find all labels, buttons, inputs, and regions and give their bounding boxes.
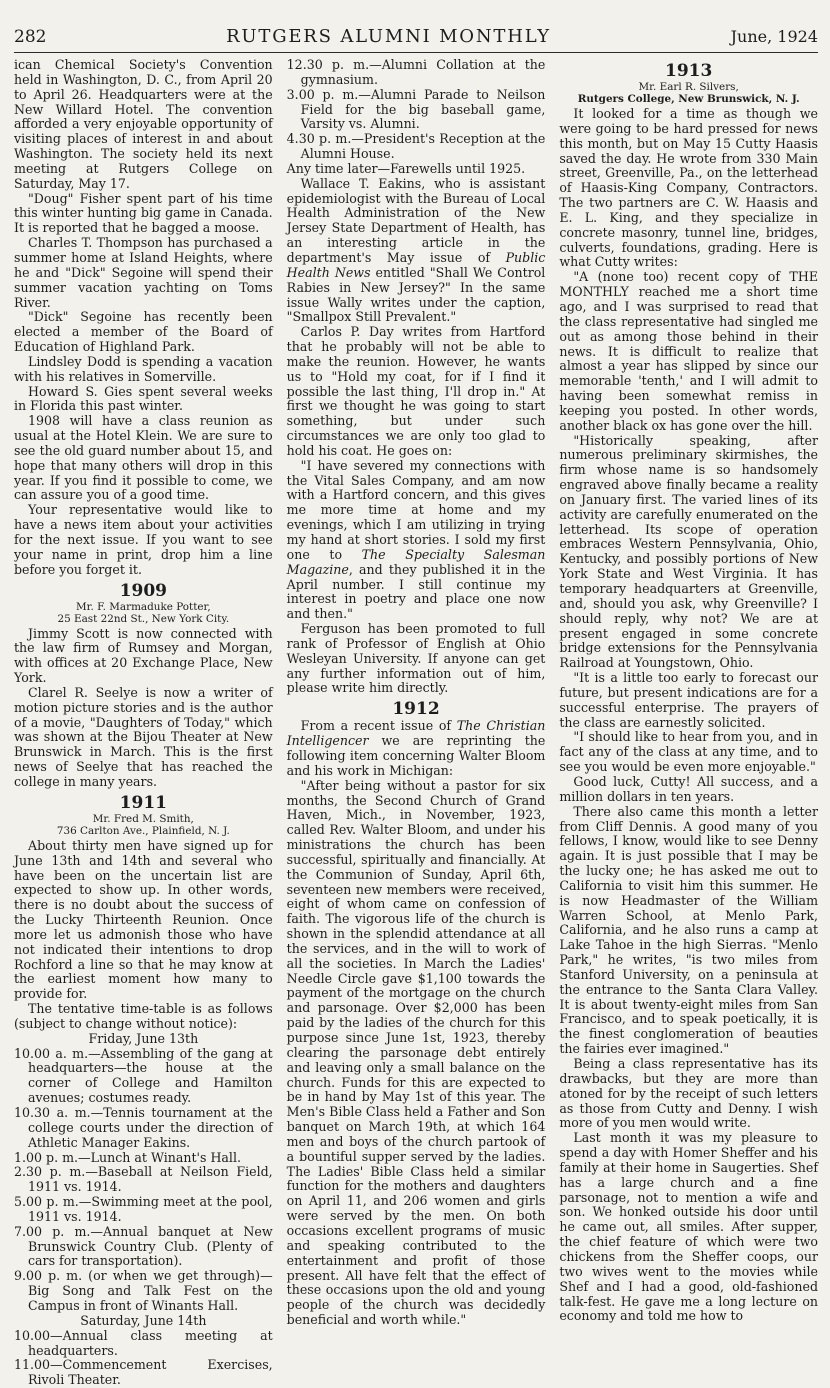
class-heading-1913: 1913: [665, 61, 713, 81]
paragraph: 1908 will have a class reunion as usual at the Hotel Klein. We are sure to see the old guard number about 15, and hope that many others will drop in this year. If you find it possible to come, we can assure you of a good time.: [14, 413, 273, 503]
paragraph: "It is a little too early to forecast our future, but present indications are for a successful enterprise. The prayers of the class are earnestly solicited.: [559, 670, 819, 730]
issue-date: June, 1924: [730, 27, 818, 46]
paragraph: "After being without a pastor for six months, the Second Church of Grand Haven, Mich., in November, 1923, called Rev. Walter Bloom, and under his ministrations the church has been successful, spiritually and financially. At the Communion of Sunday, April 6th, seventeen new members were received, eight of whom came on confession of faith. The vigorous life of the church is shown in the splendid attendance at all the services, and in the will to work of all the societies. In March the Ladies' Needle Circle gave $1,100 towards the payment of the mortgage on the church and parsonage. Over $2,000 has been paid by the ladies of the church for this purpose since June 1st, 1923, thereby clearing the parsonage debt entirely and leaving only a small balance on the church. Funds for this are expected to be in hand by May 1st of this year. The Men's Bible Class held a Father and Son banquet on March 19th, at which 164 men and boys of the church partook of a bountiful supper served by the ladies. The Ladies' Bible Class held a similar function for the mothers and daughters on April 11, and 206 women and girls were served by the men. On both occasions excellent programs of music and speaking contributed to the entertainment and profit of those present. All have felt that the effect of these occasions upon the old and young people of the church was decidedly beneficial and worth while.": [286, 777, 546, 1328]
paragraph: There also came this month a letter from Cliff Dennis. A good many of you fellows, I know, would like to see Denny again. It is just possible that I may be the lucky one; he has asked me out to California to visit him this summer. He is now Headmaster of the William Warren School, at Menlo Park, California, and he also runs a camp at Lake Tahoe in the high Sierras. "Menlo Park," he writes, "is two miles from Stanford University, on a peninsula at the entrance to the Santa Clara Valley. It is about twenty-eight miles from San Francisco, and to speak poetically, it is the finest conglomeration of beauties the fairies ever imagined.": [559, 803, 819, 1057]
paragraph: From a recent issue of The Christian Intelligencer we are reprinting the following item concerning Walter Bloom and his work in Michigan:: [286, 718, 546, 778]
paragraph: Carlos P. Day writes from Hartford that he probably will not be able to make the reunion. However, he wants us to "Hold my coat, for if I find it possible the last thing, I'll drop in." At first we thought he was going to start something, but under such circumstances we are only too glad to hold his coat. He goes on:: [286, 324, 546, 458]
schedule-item: 4.30 p. m.—President's Reception at the Alumni House.: [286, 131, 546, 162]
paragraph: It looked for a time as though we were going to be hard pressed for news this month, but on May 15 Cutty Haasis saved the day. He wrote from 330 Main street, Greenville, Pa., on the letterhead of Haasis-King Company, Contractors. The two partners are C. W. Haasis and E. L. King, and they specialize in concrete masonry, tunnel line, bridges, culverts, foundations, grading. Here is what Cutty writes:: [559, 106, 819, 270]
class-heading-1912: 1912: [392, 699, 440, 720]
publication-title: The Christian Intelligencer: [286, 718, 546, 749]
schedule-item: Any time later—Farewells until 1925.: [286, 160, 526, 176]
page-number: 282: [14, 27, 47, 47]
paragraph: Jimmy Scott is now connected with the law firm of Rumsey and Morgan, with offices at 20 Exchange Place, New York.: [14, 625, 273, 686]
paragraph: About thirty men have signed up for June 13th and 14th and several who have been on the uncertain list are expected to show up. In other words, there is no doubt about the success of the Lucky Thirteenth Reunion. Once more let us admonish those who have not indicated their intentions to drop Rochford a line so that he may know at the earliest moment how many to provide for.: [14, 837, 273, 1002]
representative-address: Rutgers College, New Brunswick, N. J.: [577, 93, 800, 105]
representative-address: 736 Carlton Ave., Plainfield, N. J.: [56, 824, 230, 837]
paragraph: Wallace T. Eakins, who is assistant epidemiologist with the Bureau of Local Health Administration of the New Jersey State Department of Health, has an interesting article in the department's May issue of Public Health News entitled "Shall We Control Rabies in New Jersey?" In the same issue Wally writes under the caption, "Smallpox Still Prevalent.": [286, 175, 546, 325]
class-heading-1909: 1909: [119, 580, 167, 601]
schedule-day-heading: Saturday, June 14th: [80, 1312, 207, 1328]
paragraph: "Dick" Segoine has recently been elected a member of the Board of Education of Highland Park.: [14, 309, 273, 355]
class-heading-1911: 1911: [119, 792, 167, 813]
paragraph: Charles T. Thompson has purchased a summer home at Island Heights, where he and "Dick" Segoine will spend their summer vacation yachting on Toms River.: [14, 235, 273, 310]
paragraph: Lindsley Dodd is spending a vacation with his relatives in Somerville.: [14, 353, 273, 384]
paragraph: "Historically speaking, after numerous preliminary skirmishes, the firm whose name is so handsomely engraved above finally became a reality on January first. The varied lines of its activity are carefully enumerated on the letterhead. Its scope of operation embraces Western Pennsylvania, Ohio, Kentucky, and possibly portions of New York State and West Virginia. It has temporary headquarters at Greenville, and, should you ask, why Greenville? I should reply, why not? We are at present engaged in some concrete bridge extensions for the Pennsylvania Railroad at Youngstown, Ohio.: [559, 432, 819, 671]
paragraph: Clarel R. Seelye is now a writer of motion picture stories and is the author of a movie, "Daughters of Today," which was shown at the Bijou Theater at New Brunswick in March. This is the first news of Seelye that has reached the college in many years.: [14, 684, 273, 789]
schedule-day-heading: Friday, June 13th: [88, 1030, 199, 1046]
journal-title: RUTGERS ALUMNI MONTHLY: [226, 26, 551, 47]
column-middle: [286, 57, 546, 1328]
schedule-item: 9.00 p. m. (or when we get through)—Big Song and Talk Fest on the Campus in front of Winants Hall.: [14, 1268, 273, 1313]
publication-title: Public Health News: [286, 249, 546, 280]
paragraph: "Doug" Fisher spent part of his time this winter hunting big game in Canada. It is reported that he bagged a moose.: [14, 190, 273, 236]
schedule-item: 1.00 p. m.—Lunch at Winant's Hall.: [14, 1149, 241, 1165]
paragraph: Being a class representative has its drawbacks, but they are more than atoned for by the receipt of such letters as those from Cutty and Denny. I wish more of you men would write.: [559, 1056, 819, 1131]
column-left: [14, 57, 273, 1388]
schedule-item: 11.00—Commencement Exercises, Rivoli Theater.: [14, 1357, 273, 1388]
publication-title: The Specialty Salesman Magazine: [286, 546, 546, 577]
article-columns: [14, 57, 819, 1388]
schedule-item: 10.00 a. m.—Assembling of the gang at headquarters—the house at the corner of College and Hamilton avenues; costumes ready.: [14, 1045, 273, 1106]
paragraph: "A (none too) recent copy of THE MONTHLY reached me a short time ago, and I was surprised to read that the class representative had singled me out as among those behind in their news. It is difficult to realize that almost a year has slipped by since our memorable 'tenth,' and I will admit to having been somewhat remiss in keeping you posted. In other words, another black ox has gone over the hill.: [559, 269, 819, 433]
schedule-item: 3.00 p. m.—Alumni Parade to Neilson Field for the big baseball game, Varsity vs. Alumni.: [286, 86, 546, 132]
schedule-item: 10.00—Annual class meeting at headquarters.: [14, 1327, 273, 1358]
paragraph: The tentative time-table is as follows (subject to change without notice):: [14, 1001, 273, 1031]
schedule-item: 12.30 p. m.—Alumni Collation at the gymnasium.: [286, 57, 546, 87]
paragraph: ican Chemical Society's Convention held in Washington, D. C., from April 20 to April 26. Headquarters were at the New Willard Hotel. The convention afforded a very enjoyable opportunity of visiting places of interest in and about Washington. The society held its next meeting at Rutgers College on Saturday, May 17.: [14, 57, 273, 191]
paragraph: Howard S. Gies spent several weeks in Florida this past winter.: [14, 383, 273, 414]
paragraph: Last month it was my pleasure to spend a day with Homer Sheffer and his family at their home in Saugerties. Shef has a large church and a fine parsonage, not to mention a wife and son. We honked outside his door until he came out, all smiles. After supper, the chief feature of which were two chickens from the Sheffer coops, our two wives went to the movies while Shef and I had a good, old-fashioned talk-fest. He gave me a long lecture on economy and told me how to: [559, 1130, 819, 1324]
schedule-item: 5.00 p. m.—Swimming meet at the pool, 1911 vs. 1914.: [14, 1194, 273, 1224]
paragraph: Good luck, Cutty! All success, and a million dollars in ten years.: [559, 773, 819, 804]
paragraph: Ferguson has been promoted to full rank of Professor of English at Ohio Wesleyan University. If anyone can get any further information out of him, please write him directly.: [286, 621, 546, 696]
schedule-item: 7.00 p. m.—Annual banquet at New Brunswick Country Club. (Plenty of cars for transportation).: [14, 1223, 273, 1269]
class-representative: Mr. F. Marmaduke Potter,: [76, 600, 211, 613]
schedule-item: 10.30 a. m.—Tennis tournament at the college courts under the direction of Athletic Manager Eakins.: [14, 1105, 273, 1150]
paragraph: "I have severed my connections with the Vital Sales Company, and am now with a Hartford concern, and this gives me more time at home and my evenings, which I am utilizing in trying my hand at short stories. I sold my first one to The Specialty Salesman Magazine, and they published it in the April number. I still continue my interest in poetry and place one now and then.": [286, 457, 546, 622]
paragraph: "I should like to hear from you, and in fact any of the class at any time, and to see you would be even more enjoyable.": [559, 729, 819, 775]
page-header: [14, 26, 818, 53]
class-representative: Mr. Earl R. Silvers,: [638, 81, 739, 93]
paragraph: Your representative would like to have a news item about your activities for the next issue. If you want to see your name in print, drop him a line before you forget it.: [14, 502, 273, 577]
column-right: [559, 58, 819, 1324]
representative-address: 25 East 22nd St., New York City.: [57, 612, 230, 625]
schedule-item: 2.30 p. m.—Baseball at Neilson Field, 1911 vs. 1914.: [14, 1164, 273, 1195]
class-representative: Mr. Fred M. Smith,: [92, 812, 194, 825]
